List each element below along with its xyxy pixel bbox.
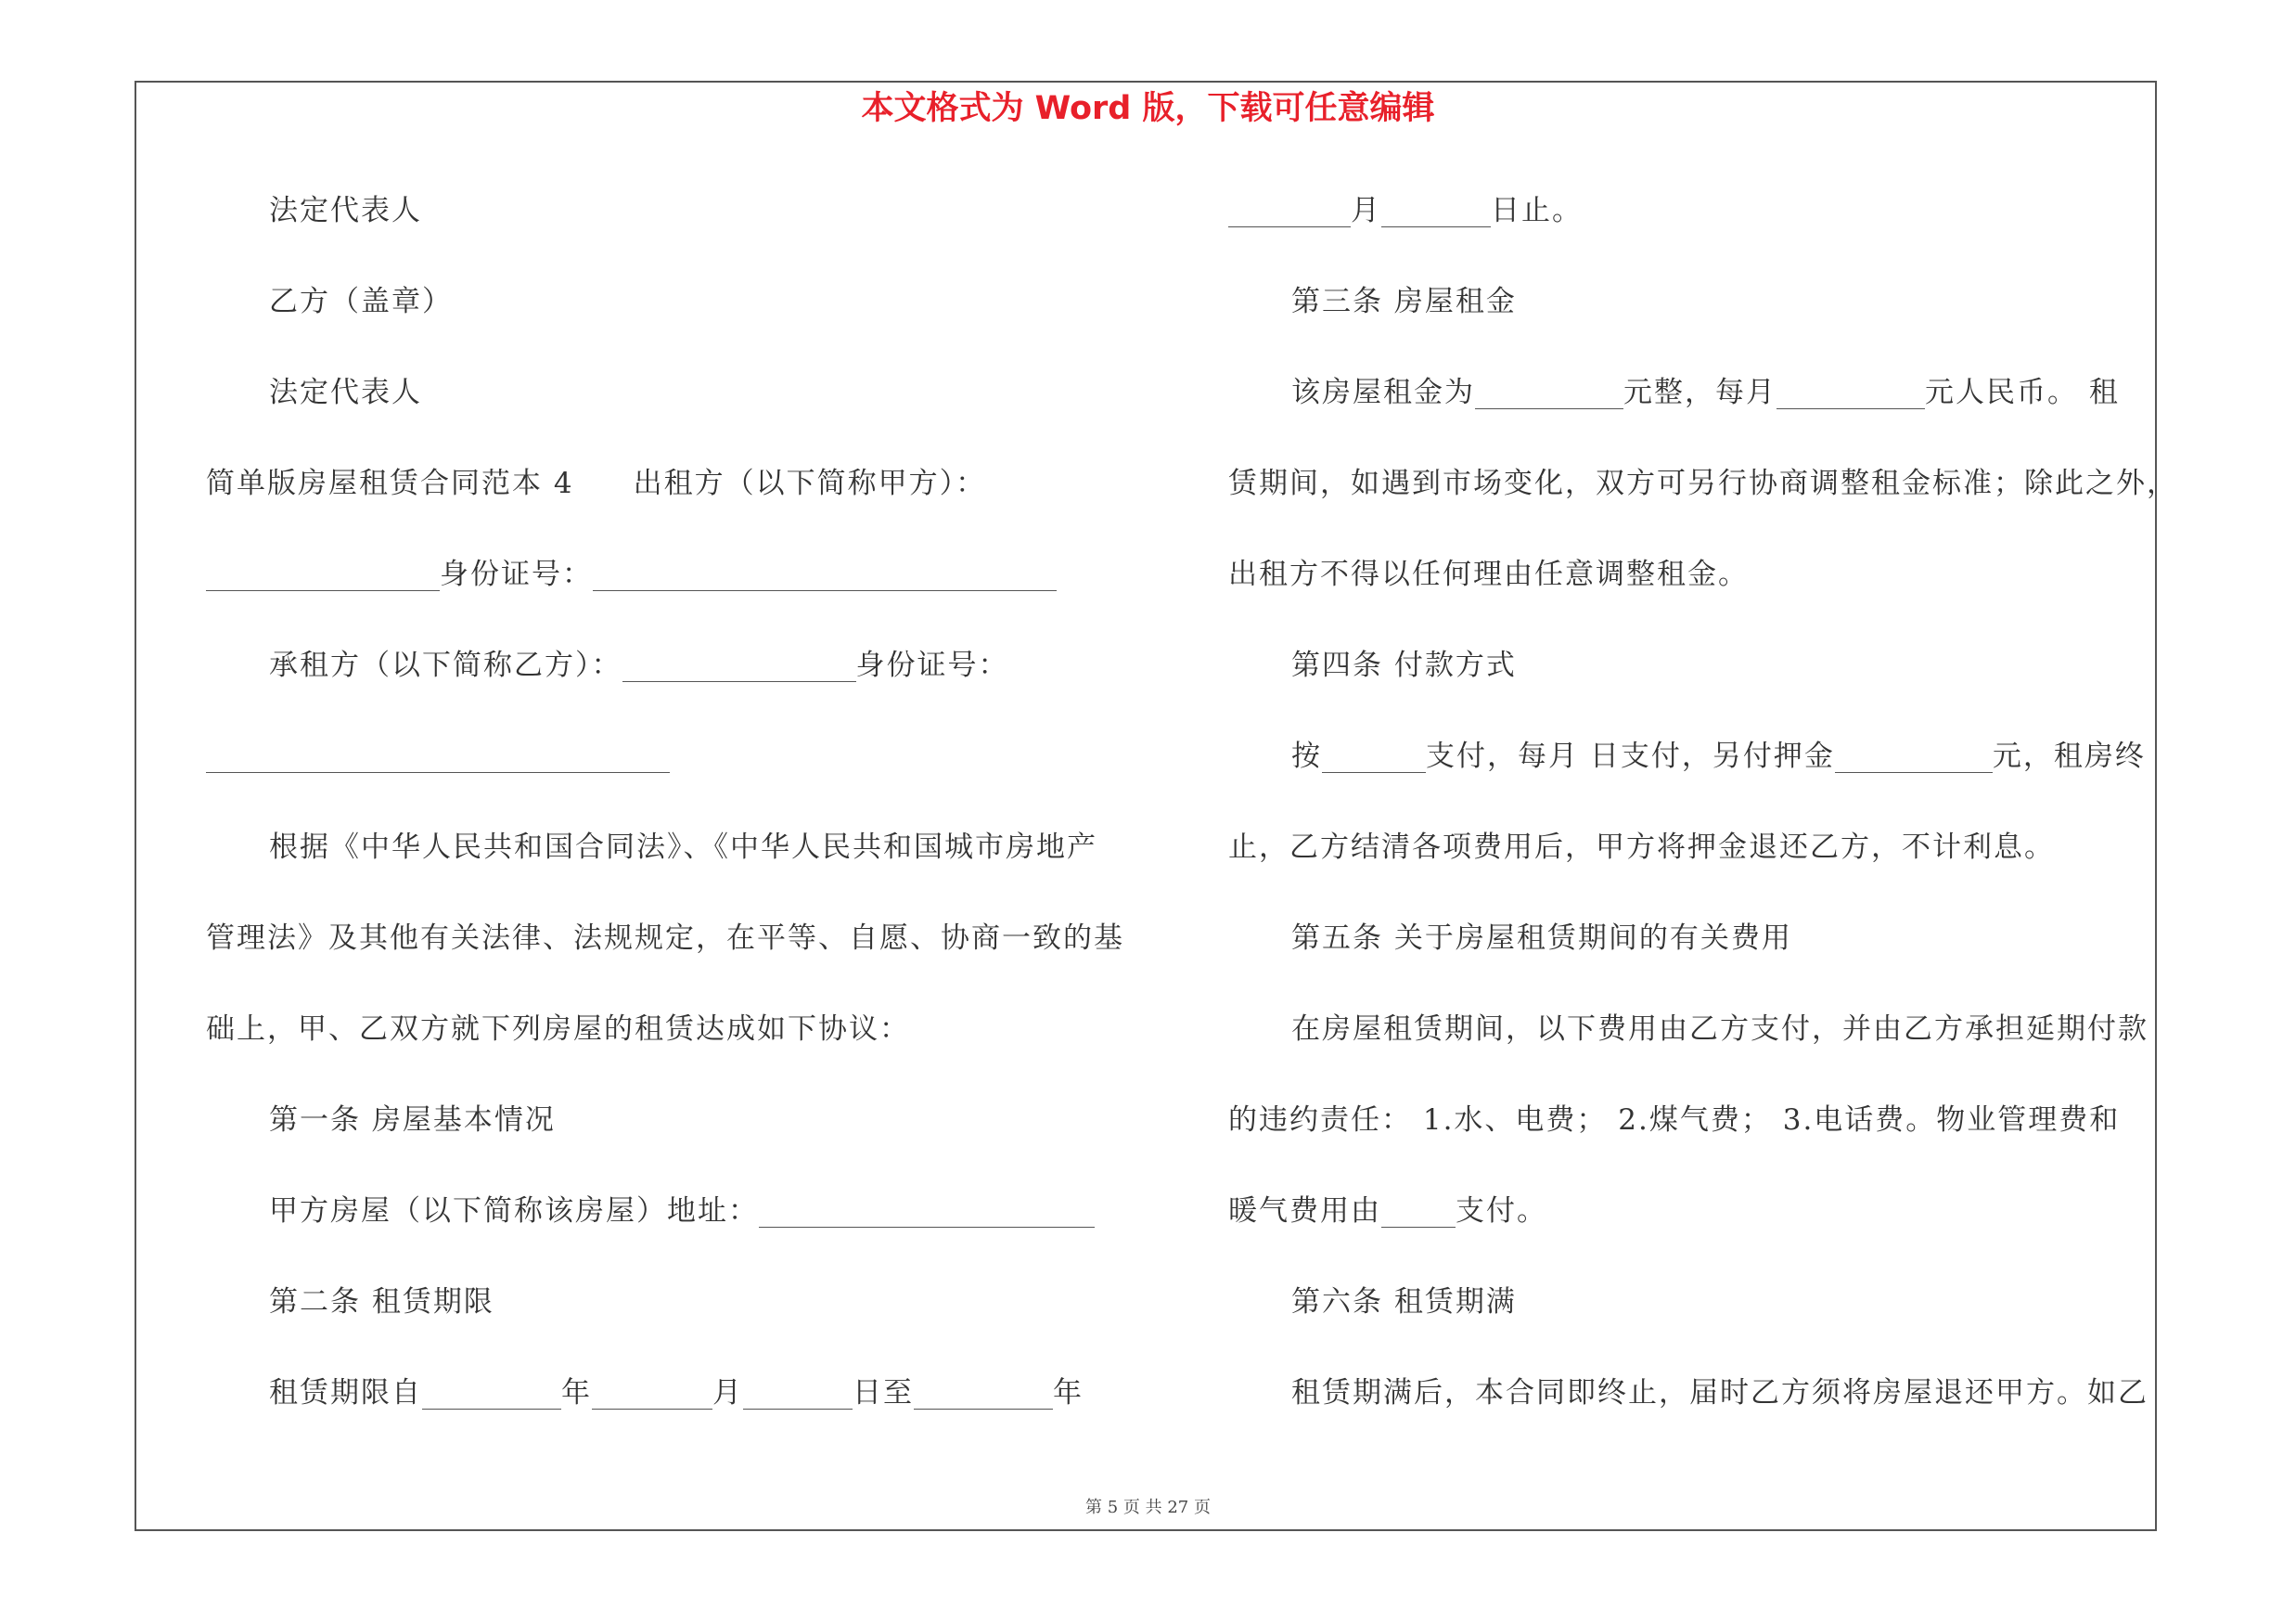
section-heading: 第六条 租赁期满 <box>1291 1285 1517 1319</box>
text-line: 法定代表人 <box>269 376 422 409</box>
section-heading: 第二条 租赁期限 <box>269 1285 494 1319</box>
text-line: 础上，甲、乙双方就下列房屋的租赁达成如下协议： <box>206 1012 910 1046</box>
text-line: 该房屋租金为 元整，每月 元人民币。 租 <box>1228 366 2147 457</box>
fill-blank <box>1228 184 1351 227</box>
text-line: 的违约责任： 1.水、电费； 2.煤气费； 3.电话费。物业管理费和 <box>1228 1103 2121 1137</box>
fill-blank <box>759 1184 1095 1228</box>
fill-blank <box>422 1366 561 1410</box>
text-line: 出租方不得以任何理由任意调整租金。 <box>1228 558 1749 591</box>
left-column <box>206 184 1134 1457</box>
text-line: 止，乙方结清各项费用后，甲方将押金退还乙方，不计利息。 <box>1228 831 2055 864</box>
text-line <box>206 729 1134 820</box>
text-line: 月 日止。 <box>1228 184 2147 275</box>
fill-blank <box>1381 1184 1456 1228</box>
text-line: 根据《中华人民共和国合同法》、《中华人民共和国城市房地产 <box>269 831 1097 864</box>
fill-blank <box>593 547 1057 591</box>
fill-blank <box>743 1366 853 1410</box>
text-line: 管理法》及其他有关法律、法规规定，在平等、自愿、协商一致的基 <box>206 921 1124 955</box>
fill-blank <box>1475 366 1623 409</box>
text-line: 乙方（盖章） <box>269 285 453 318</box>
fill-blank <box>1322 729 1426 773</box>
fill-blank <box>1381 184 1491 227</box>
text-line: 租赁期限自 年 月 日至 年 <box>206 1366 1134 1457</box>
fill-blank <box>1835 729 1993 773</box>
contract-title: 简单版房屋租赁合同范本 4 <box>206 467 574 500</box>
text-line: 甲方房屋（以下简称该房屋）地址： <box>206 1184 1134 1275</box>
text-line: 赁期间，如遇到市场变化，双方可另行协商调整租金标准；除此之外， <box>1228 467 2177 500</box>
fill-blank <box>206 729 670 773</box>
section-heading: 第四条 付款方式 <box>1291 649 1517 682</box>
text-line: 简单版房屋租赁合同范本 4 出租方（以下简称甲方）： <box>206 467 987 500</box>
text-line: 身份证号： <box>206 547 1134 638</box>
fill-blank <box>622 638 856 682</box>
format-notice-banner: 本文格式为 Word 版，下载可任意编辑 <box>861 90 1435 127</box>
fill-blank <box>592 1366 712 1410</box>
text-line: 暖气费用由 支付。 <box>1228 1184 2147 1275</box>
section-heading: 第三条 房屋租金 <box>1291 285 1517 318</box>
text-line: 按 支付，每月 日支付，另付押金 元，租房终 <box>1228 729 2147 820</box>
fill-blank <box>206 547 440 591</box>
fill-blank <box>914 1366 1053 1410</box>
section-heading: 第一条 房屋基本情况 <box>269 1103 556 1137</box>
right-column <box>1228 184 2177 1457</box>
text-line: 承租方（以下简称乙方）： 身份证号： <box>206 638 1134 729</box>
page-number-footer: 第 5 页 共 27 页 <box>1085 1498 1211 1517</box>
fill-blank <box>1777 366 1925 409</box>
text-line: 法定代表人 <box>269 194 422 227</box>
section-heading: 第五条 关于房屋租赁期间的有关费用 <box>1291 921 1792 955</box>
text-line: 在房屋租赁期间，以下费用由乙方支付，并由乙方承担延期付款 <box>1291 1012 2148 1046</box>
text-line: 租赁期满后，本合同即终止，届时乙方须将房屋退还甲方。如乙 <box>1291 1376 2148 1410</box>
